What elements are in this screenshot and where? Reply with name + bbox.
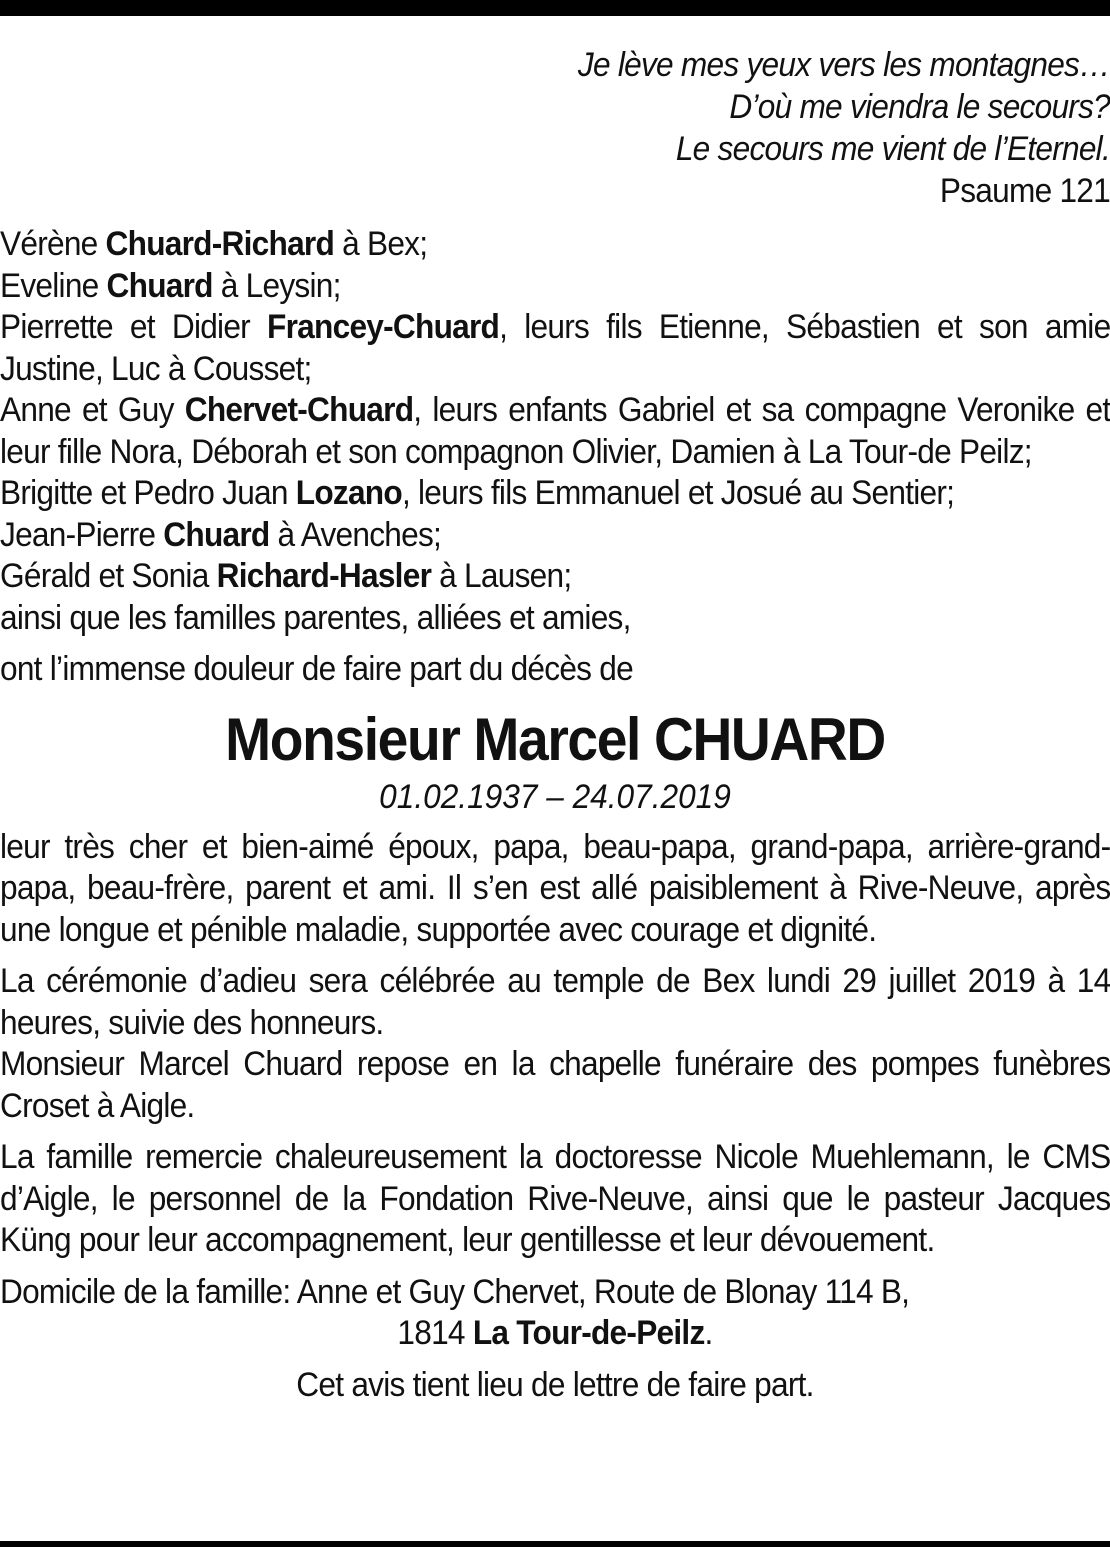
psalm-quote [78,44,1110,212]
description-paragraph: leur très cher et bien-aimé époux, papa, beau-papa, grand-papa, arrière-grand-papa, beau-frère, parent et ami. Il s’en est allé paisiblement à Rive-Neuve, après une longue et pénible maladie, supportée avec courage et dignité. [0,827,1110,949]
deceased-name: Monsieur Marcel CHUARD [225,705,885,773]
domicile-city: La Tour-de-Peilz [472,1314,705,1352]
announcement: ont l’immense douleur de faire part du décès de [0,650,633,688]
quote-line: Le secours me vient de l’Eternel. [675,130,1110,168]
family-member: Brigitte et Pedro Juan Lozano, leurs fils Emmanuel et Josué au Sentier; [0,474,955,512]
quote-reference: Psaume 121 [939,172,1110,210]
top-rule [0,0,1110,16]
domicile-line: Domicile de la famille: Anne et Guy Chervet, Route de Blonay 114 B, [0,1272,910,1311]
family-member: Vérène Chuard-Richard à Bex; [0,225,428,263]
quote-line: D’où me viendra le secours? [729,88,1110,126]
family-member: Anne et Guy Chervet-Chuard, leurs enfants Gabriel et sa compagne Veronike et leur fille Nora, Déborah et son compagnon Olivier, Damien à La Tour-de Peilz; [0,391,1110,471]
obituary-notice [0,44,1110,1406]
closing-note: Cet avis tient lieu de lettre de faire part. [296,1365,814,1404]
bottom-rule [0,1541,1110,1547]
thanks-paragraph: La famille remercie chaleureusement la doctoresse Nicole Muehlemann, le CMS d’Aigle, le personnel de la Fondation Rive-Neuve, ainsi que le pasteur Jacques Küng pour leur accompagnement, leur gentillesse et leur dévouement. [0,1138,1110,1259]
family-member: Pierrette et Didier Francey-Chuard, leurs fils Etienne, Sébastien et son amie Justine, Luc à Cousset; [0,308,1110,388]
family-member: Gérald et Sonia Richard-Hasler à Lausen; [0,557,572,595]
domicile-address: 1814 La Tour-de-Peilz. [397,1314,713,1352]
family-member: Eveline Chuard à Leysin; [0,266,341,305]
family-list [0,224,1110,639]
ceremony-paragraph: La cérémonie d’adieu sera célébrée au temple de Bex lundi 29 juillet 2019 à 14 heures, suivie des honneurs. [0,962,1110,1042]
family-member: Jean-Pierre Chuard à Avenches; [0,515,442,554]
family-closing: ainsi que les familles parentes, alliées et amies, [0,598,631,637]
life-dates: 01.02.1937 – 24.07.2019 [379,777,731,816]
quote-line: Je lève mes yeux vers les montagnes… [577,46,1110,84]
resting-paragraph: Monsieur Marcel Chuard repose en la chapelle funéraire des pompes funèbres Croset à Aigle. [0,1045,1110,1125]
